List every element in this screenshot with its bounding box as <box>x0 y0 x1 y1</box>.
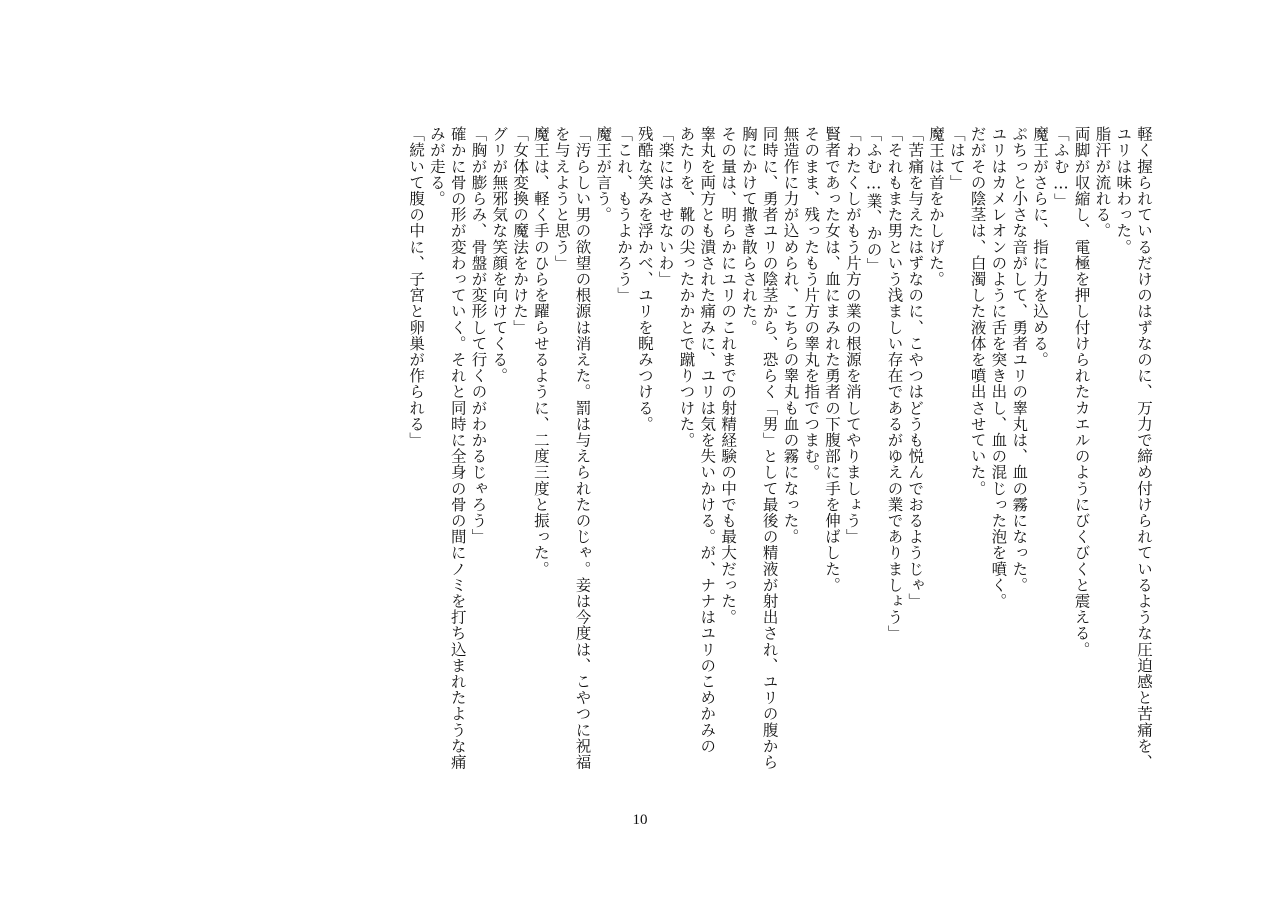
text-line: を与えようと思う」 <box>552 126 571 271</box>
text-line: 「女体変換の魔法をかけた」 <box>511 126 530 336</box>
text-line: 両脚が収縮し、電極を押し付けられたカエルのようにびくびくと震える。 <box>1072 126 1091 658</box>
text-line: 確かに骨の形が変わっていく。それと同時に全身の骨の間にノミを打ち込まれたような痛 <box>448 126 467 770</box>
text-line: 睾丸を両方とも潰された痛みに、ユリは気を失いかける。が、ナナはユリのこめかみの <box>698 126 717 754</box>
text-line: 「ふむ…」 <box>1051 126 1070 209</box>
text-line: あたりを、靴の尖ったかかとで蹴りつけた。 <box>677 126 696 448</box>
text-line: 魔王が言う。 <box>594 126 613 223</box>
text-line: 「楽にはさせないわ」 <box>656 126 675 287</box>
text-line: 魔王は、軽く手のひらを躍らせるように、二度三度と振った。 <box>531 126 550 577</box>
text-line: 「苦痛を与えたはずなのに、こやつはどうも悦んでおるようじゃ」 <box>906 126 925 609</box>
text-line: ぷちっと小さな音がして、勇者ユリの睾丸は、血の霧になった。 <box>1010 126 1029 593</box>
text-line: 賢者であった女は、血にまみれた勇者の下腹部に手を伸ばした。 <box>823 126 842 593</box>
text-line: 「これ、もうよかろう」 <box>615 126 634 304</box>
text-line: 「それもまた男という浅ましい存在であるがゆえの業でありましょう」 <box>885 126 904 642</box>
page-number: 10 <box>632 812 648 828</box>
vertical-text-block <box>148 126 1154 776</box>
text-line: 脂汗が流れる。 <box>1093 126 1112 239</box>
text-line: そのまま、残ったもう片方の睾丸を指でつまむ。 <box>802 126 821 481</box>
text-line: 魔王は首をかしげた。 <box>927 126 946 287</box>
text-line: 残酷な笑みを浮かべ、ユリを睨みつける。 <box>635 126 654 432</box>
text-line: みが走る。 <box>427 126 446 207</box>
text-line: 同時に、勇者ユリの陰茎から、恐らく「男」として最後の精液が射出され、ユリの腹から <box>760 126 779 770</box>
text-line: 「胸が膨らみ、骨盤が変形して行くのがわかるじゃろう」 <box>469 126 488 545</box>
text-line: その量は、明らかにユリのこれまでの射精経験の中でも最大だった。 <box>719 126 738 626</box>
text-line: 「ふむ…業、かの」 <box>864 126 883 274</box>
text-line: 軽く握られているだけのはずなのに、万力で締め付けられているような圧迫感と苦痛を、 <box>1135 126 1153 770</box>
text-line: 無造作に力が込められ、こちらの睾丸も血の霧になった。 <box>781 126 800 545</box>
text-line: 胸にかけて撒き散らされた。 <box>739 126 758 336</box>
text-line: 魔王がさらに、指に力を込める。 <box>1031 126 1050 368</box>
text-line: ユリはカメレオンのように舌を突き出し、血の混じった泡を噴く。 <box>989 126 1008 609</box>
text-line: 「はて」 <box>947 126 966 191</box>
text-line: グリが無邪気な笑顔を向けてくる。 <box>490 126 509 384</box>
text-line: 「続いて腹の中に、子宮と卵巣が作られる」 <box>407 126 426 448</box>
text-line: 「わたくしがもう片方の業の根源を消してやりましょう」 <box>843 126 862 545</box>
text-line: だがその陰茎は、白濁した液体を噴出させていた。 <box>968 126 987 497</box>
text-line: 「汚らしい男の欲望の根源は消えた。罰は与えられたのじゃ。妾は今度は、こやつに祝福 <box>573 126 592 770</box>
text-line: ユリは味わった。 <box>1114 126 1133 255</box>
